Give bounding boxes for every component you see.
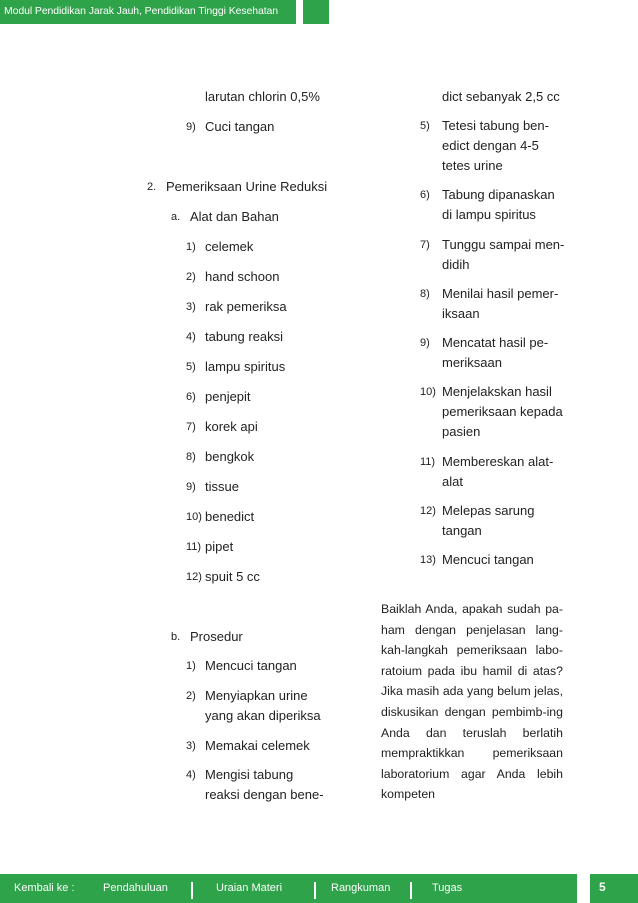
tool-number: 10)	[186, 511, 202, 523]
tool-number: 11)	[186, 541, 202, 553]
section-number: 2.	[147, 181, 157, 193]
closing-paragraph-text: Baiklah Anda, apakah sudah pa-ham dengan penjelasan lang-kah-langkah pemeriksaan labo-ratoium pada ibu hamil di atas? Jika masih ada yang belum jelas, diskusikan dengan pembimb-ing Anda dan teruslah berlatih mempraktikkan pemeriksaan laboratorium agar Anda lebih kompeten	[381, 602, 563, 802]
step-line: alat	[442, 474, 463, 489]
procedure-number: 2)	[186, 690, 196, 702]
subsection-b-number: b.	[171, 631, 181, 643]
step-line: tetes urine	[442, 158, 503, 173]
procedure-line: Memakai celemek	[205, 738, 310, 753]
subsection-a-number: a.	[171, 211, 181, 223]
step-line: didih	[442, 257, 470, 272]
tool-number: 8)	[186, 451, 196, 463]
header-title: Modul Pendidikan Jarak Jauh, Pendidikan Tinggi Kesehatan	[4, 5, 279, 17]
footer-separator	[191, 882, 193, 899]
step-line: edict dengan 4-5	[442, 138, 539, 153]
procedure-line: Menyiapkan urine	[205, 688, 308, 703]
page-number-box	[590, 874, 638, 903]
tool-number: 2)	[186, 271, 196, 283]
tool-item: celemek	[205, 239, 254, 254]
procedure-line: Mengisi tabung	[205, 767, 294, 782]
step-line: iksaan	[442, 306, 480, 321]
tool-item: pipet	[205, 539, 234, 554]
step-line: Melepas sarung	[442, 503, 535, 518]
tool-item: rak pemeriksa	[205, 299, 287, 314]
step-line: Tabung dipanaskan	[442, 187, 555, 202]
procedure-line: Mencuci tangan	[205, 658, 297, 673]
tool-item: spuit 5 cc	[205, 569, 260, 584]
step-number: 12)	[420, 505, 436, 517]
step-number: 11)	[420, 456, 436, 468]
tool-number: 12)	[186, 571, 202, 583]
step-line: Mencatat hasil pe-	[442, 335, 549, 350]
closing-paragraph	[381, 599, 563, 805]
tool-item: benedict	[205, 509, 255, 524]
footer-link-pendahuluan[interactable]: Pendahuluan	[103, 882, 168, 894]
tool-number: 5)	[186, 361, 196, 373]
page-number: 5	[599, 880, 606, 894]
step-number: 6)	[420, 189, 430, 201]
step-line: Menilai hasil pemer-	[442, 286, 559, 301]
step-line: Tunggu sampai men-	[442, 237, 565, 252]
step-number: 9)	[420, 337, 430, 349]
header-bar	[0, 0, 296, 24]
tool-number: 6)	[186, 391, 196, 403]
footer-link-uraian-materi[interactable]: Uraian Materi	[216, 882, 283, 894]
step-number: 10)	[420, 386, 436, 398]
step-line: meriksaan	[442, 355, 502, 370]
step-line: Mencuci tangan	[442, 552, 534, 567]
subsection-a-title: Alat dan Bahan	[190, 209, 279, 224]
tool-item: tissue	[205, 479, 239, 494]
tool-item: penjepit	[205, 389, 251, 404]
section-title: Pemeriksaan Urine Reduksi	[166, 179, 328, 194]
tool-item: tabung reaksi	[205, 329, 284, 344]
step-number: 9)	[186, 121, 196, 133]
step-text: Cuci tangan	[205, 119, 275, 134]
step-number: 8)	[420, 288, 430, 300]
header-decor-box	[303, 0, 329, 24]
step-line: Membereskan alat-	[442, 454, 554, 469]
procedure-line: yang akan diperiksa	[205, 708, 321, 723]
step-number: 5)	[420, 120, 430, 132]
step-line: pemeriksaan kepada	[442, 404, 563, 419]
step-line: tangan	[442, 523, 482, 538]
tool-number: 9)	[186, 481, 196, 493]
step-line: pasien	[442, 424, 481, 439]
procedure-number: 4)	[186, 769, 196, 781]
tool-number: 1)	[186, 241, 196, 253]
tool-number: 4)	[186, 331, 196, 343]
procedure-number: 1)	[186, 660, 196, 672]
step-line: di lampu spiritus	[442, 207, 536, 222]
procedure-line: reaksi dengan bene-	[205, 787, 324, 802]
subsection-b-title: Prosedur	[190, 629, 243, 644]
continued-text-right: dict sebanyak 2,5 cc	[442, 89, 560, 104]
step-number: 13)	[420, 554, 436, 566]
step-line: Menjelakskan hasil	[442, 384, 552, 399]
procedure-number: 3)	[186, 740, 196, 752]
continued-text-left: larutan chlorin 0,5%	[205, 89, 320, 104]
footer-link-tugas[interactable]: Tugas	[432, 882, 463, 894]
step-number: 7)	[420, 239, 430, 251]
tool-number: 3)	[186, 301, 196, 313]
footer-nav-bar	[0, 874, 577, 903]
tool-item: korek api	[205, 419, 258, 434]
footer-link-rangkuman[interactable]: Rangkuman	[331, 882, 391, 894]
tool-item: hand schoon	[205, 269, 280, 284]
footer-nav-label: Kembali ke :	[14, 882, 75, 894]
footer-separator	[314, 882, 316, 899]
step-line: Tetesi tabung ben-	[442, 118, 549, 133]
footer-separator	[410, 882, 412, 899]
tool-number: 7)	[186, 421, 196, 433]
tool-item: lampu spiritus	[205, 359, 286, 374]
tool-item: bengkok	[205, 449, 255, 464]
